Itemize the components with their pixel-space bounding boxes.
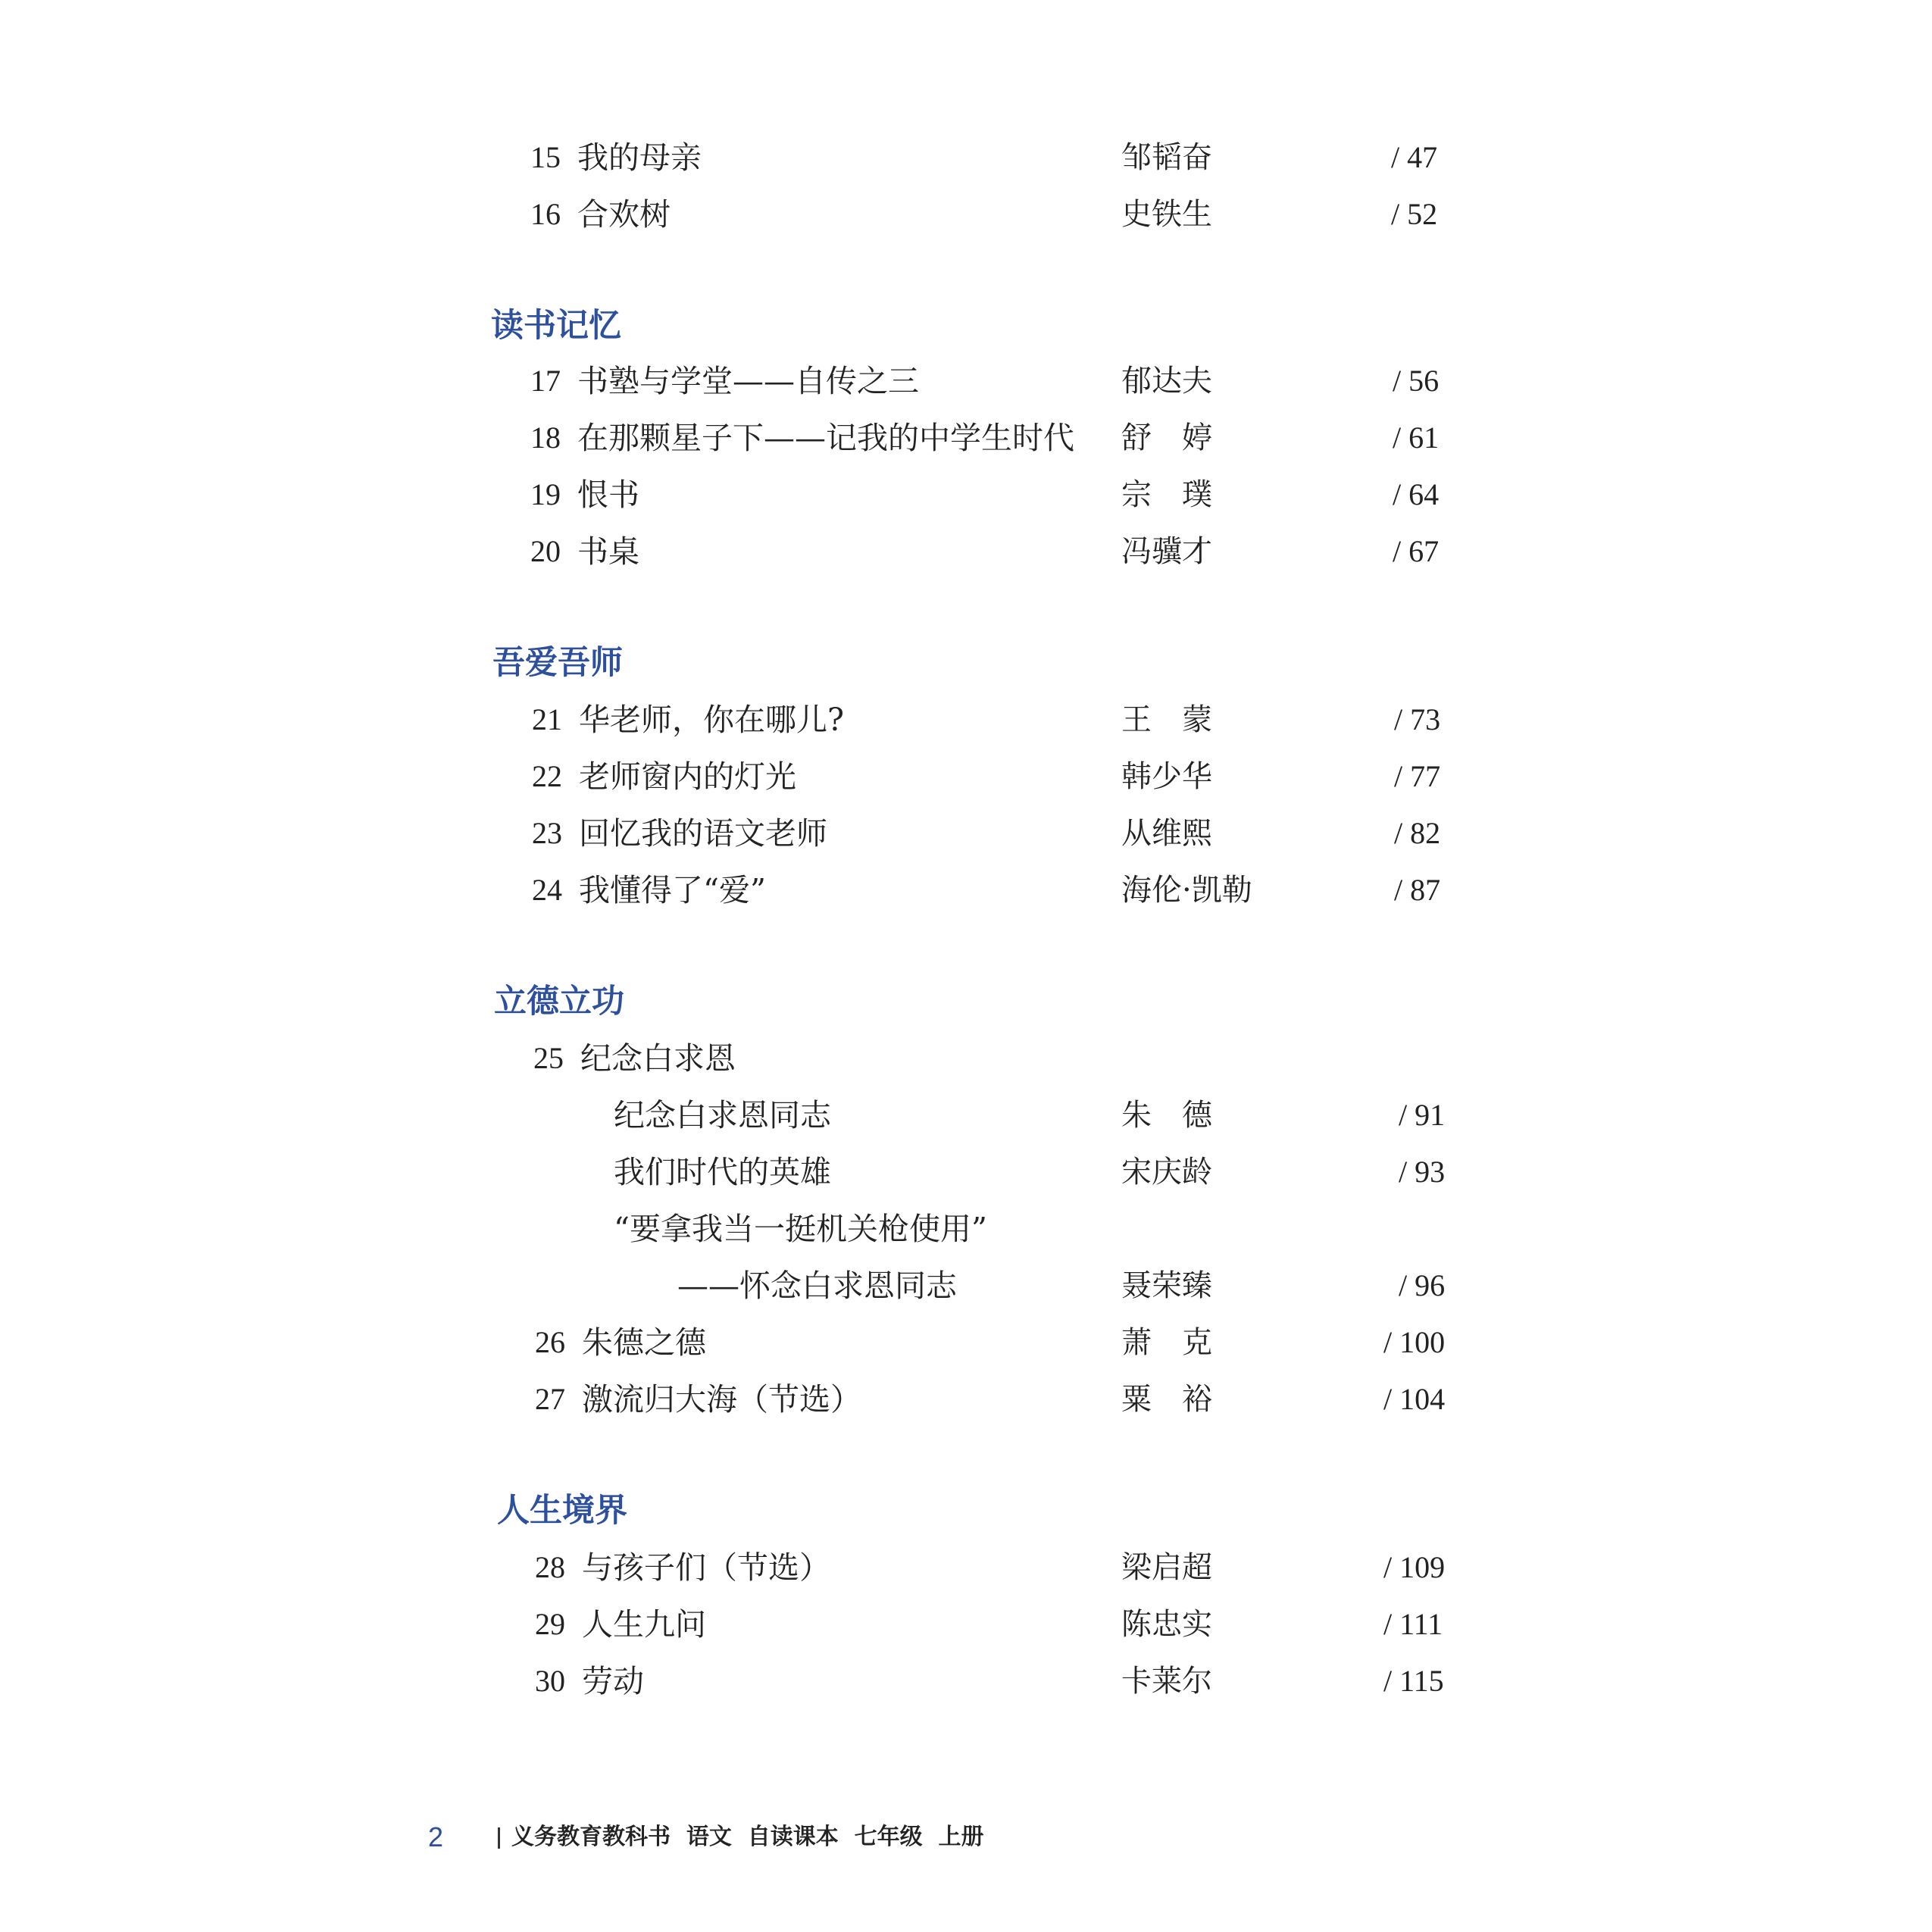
toc-subentry: [0, 1206, 1932, 1252]
entry-title: 老师窗内的灯光: [579, 758, 796, 795]
toc-entry: [0, 135, 1932, 180]
entry-page: / 67: [1393, 534, 1440, 568]
entry-title: 我们时代的英雄: [614, 1154, 831, 1190]
entry-number: 21: [532, 702, 562, 736]
entry-page: / 115: [1383, 1664, 1444, 1698]
entry-number: 25: [533, 1041, 564, 1075]
entry-page: / 100: [1383, 1325, 1446, 1359]
entry-number: 15: [530, 140, 561, 174]
entry-title: 纪念白求恩同志: [614, 1097, 831, 1133]
entry-author: 聂荣臻: [1121, 1268, 1212, 1303]
entry-author: 冯骥才: [1121, 534, 1212, 569]
section-heading: 立德立功: [494, 983, 624, 1021]
entry-page: / 109: [1383, 1550, 1446, 1584]
entry-page: / 91: [1399, 1098, 1446, 1132]
entry-page: / 111: [1383, 1607, 1443, 1641]
toc-entry: [0, 415, 1932, 461]
entry-number: 23: [532, 816, 562, 850]
entry-number: 19: [530, 477, 561, 511]
entry-author: 粟 裕: [1121, 1382, 1212, 1417]
entry-author: 梁启超: [1121, 1550, 1212, 1585]
entry-author: 陈忠实: [1121, 1607, 1212, 1642]
entry-author: 萧 克: [1121, 1325, 1212, 1360]
entry-author: 韩少华: [1121, 759, 1212, 794]
entry-page: / 77: [1394, 759, 1441, 793]
entry-author: 史铁生: [1121, 197, 1212, 232]
entry-title: 我的母亲: [577, 139, 702, 176]
entry-title: 恨书: [577, 477, 639, 513]
section-heading: 读书记忆: [491, 307, 621, 345]
footer-book-info: 义务教育教科书 语文 自读课本 七年级 上册: [511, 1824, 984, 1850]
entry-title: 纪念白求恩: [580, 1040, 736, 1077]
entry-author: 海伦·凯勒: [1121, 873, 1252, 908]
toc-entry: [0, 811, 1932, 856]
toc-subentry: [0, 1093, 1932, 1138]
entry-page: / 52: [1391, 197, 1438, 231]
toc-entry: [0, 358, 1932, 404]
entry-number: 17: [530, 364, 561, 398]
section-heading: 人生境界: [497, 1492, 627, 1530]
toc-entry: [0, 1545, 1932, 1590]
entry-author: 从维熙: [1121, 816, 1212, 851]
entry-title: 回忆我的语文老师: [579, 815, 827, 852]
entry-title: 劳动: [582, 1663, 644, 1699]
toc-entry: [0, 192, 1932, 237]
entry-number: 16: [530, 197, 561, 231]
entry-number: 29: [535, 1607, 565, 1641]
entry-author: 舒 婷: [1121, 420, 1212, 455]
entry-title: “要拿我当一挺机关枪使用”: [614, 1211, 987, 1247]
entry-title: 我懂得了“爱”: [579, 872, 766, 908]
toc-entry: [0, 529, 1932, 574]
entry-page: / 96: [1399, 1268, 1446, 1302]
entry-number: 26: [535, 1325, 565, 1359]
entry-author: 朱 德: [1121, 1098, 1212, 1133]
entry-page: / 73: [1394, 702, 1441, 736]
entry-number: 30: [535, 1664, 565, 1698]
section-heading: 吾爱吾师: [492, 644, 623, 682]
toc-entry: [0, 472, 1932, 517]
entry-number: 27: [535, 1382, 565, 1416]
entry-title: 书塾与学堂——自传之三: [577, 363, 919, 399]
toc-entry: [0, 1377, 1932, 1422]
entry-page: / 61: [1393, 420, 1440, 455]
toc-entry: [0, 1320, 1932, 1365]
footer-page-number: 2: [428, 1821, 444, 1852]
entry-title: 与孩子们（节选）: [582, 1549, 830, 1586]
toc-entry: [0, 1658, 1932, 1704]
entry-page: / 64: [1393, 477, 1440, 511]
toc-entry: [0, 868, 1932, 913]
entry-author: 郁达夫: [1121, 364, 1212, 399]
entry-title: ——怀念白求恩同志: [677, 1268, 957, 1304]
entry-author: 邹韬奋: [1121, 140, 1212, 175]
footer-divider: [498, 1827, 500, 1849]
entry-page: / 47: [1391, 140, 1438, 174]
page-footer: [0, 1818, 1932, 1856]
entry-title: 人生九问: [582, 1606, 706, 1643]
toc-entry: [0, 754, 1932, 799]
toc-entry: [0, 697, 1932, 742]
entry-page: / 87: [1394, 873, 1441, 907]
entry-title: 朱德之德: [582, 1324, 706, 1361]
toc-entry: [0, 1602, 1932, 1647]
entry-author: 宋庆龄: [1121, 1155, 1212, 1190]
entry-number: 22: [532, 759, 562, 793]
entry-page: / 56: [1393, 364, 1440, 398]
entry-number: 28: [535, 1550, 565, 1584]
entry-author: 卡莱尔: [1121, 1664, 1212, 1699]
entry-title: 激流归大海（节选）: [582, 1381, 861, 1418]
entry-author: 宗 璞: [1121, 477, 1212, 512]
entry-author: 王 蒙: [1121, 702, 1212, 737]
entry-page: / 82: [1394, 816, 1441, 850]
entry-number: 24: [532, 873, 562, 907]
entry-page: / 93: [1399, 1155, 1446, 1189]
toc-subentry: [0, 1263, 1932, 1308]
entry-number: 20: [530, 534, 561, 568]
entry-page: / 104: [1383, 1382, 1446, 1416]
entry-number: 18: [530, 420, 561, 455]
toc-entry: [0, 1036, 1932, 1081]
entry-title: 合欢树: [577, 196, 671, 233]
toc-subentry: [0, 1149, 1932, 1195]
entry-title: 书桌: [577, 533, 639, 570]
entry-title: 在那颗星子下——记我的中学生时代: [577, 420, 1074, 456]
entry-title: 华老师，你在哪儿?: [579, 702, 844, 738]
